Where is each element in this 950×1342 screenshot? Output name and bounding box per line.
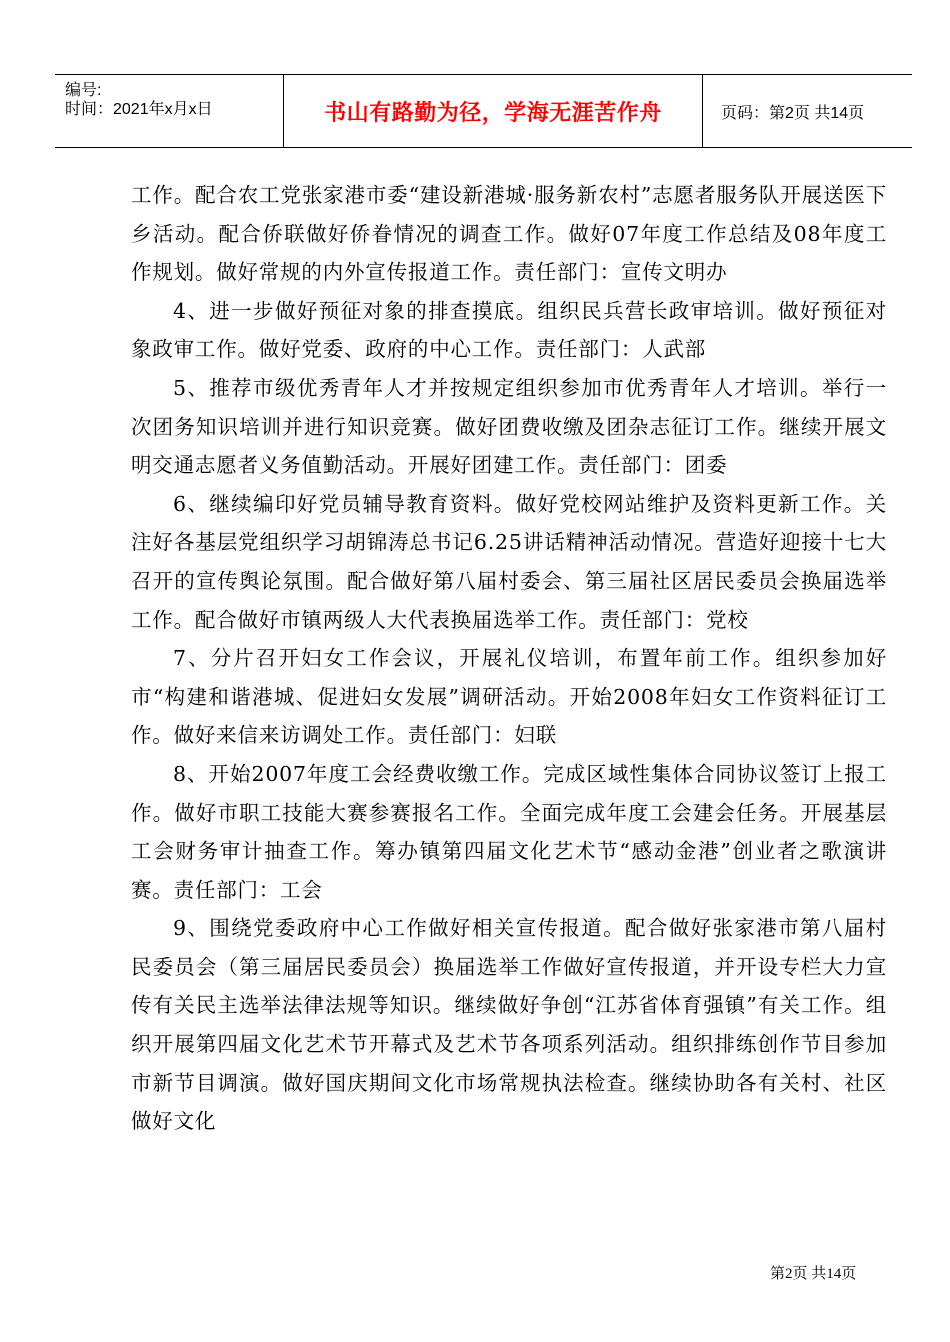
page-footer: 第2页 共14页 [770,1266,857,1282]
document-number-label: 编号: [65,82,102,99]
document-body [131,176,887,1141]
paragraph-item-6: 6、继续编印好党员辅导教育资料。做好党校网站维护及资料更新工作。关注好各基层党组织学习胡锦涛总书记6.25讲话精神活动情况。营造好迎接十七大召开的宣传舆论氛围。配合做好第八届村委会、第三届社区居民委员会换届选举工作。配合做好市镇两级人大代表换届选举工作。责任部门：党校 [131,491,887,632]
paragraph-item-8: 8、开始2007年度工会经费收缴工作。完成区域性集体合同协议签订上报工作。做好市职工技能大赛参赛报名工作。全面完成年度工会建会任务。开展基层工会财务审计抽查工作。筹办镇第四届文化艺术节“感动金港”创业者之歌演讲赛。责任部门：工会 [131,761,887,902]
paragraph-continued: 工作。配合农工党张家港市委“建设新港城·服务新农村”志愿者服务队开展送医下乡活动。配合侨联做好侨眷情况的调查工作。做好07年度工作总结及08年度工作规划。做好常规的内外宣传报道工作。责任部门：宣传文明办 [131,183,887,285]
header-meta [55,75,284,147]
header-motto: 书山有路勤为径，学海无涯苦作舟 [284,75,703,147]
paragraph-item-9: 9、围绕党委政府中心工作做好相关宣传报道。配合做好张家港市第八届村民委员会（第三届居民委员会）换届选举工作做好宣传报道，并开设专栏大力宣传有关民主选举法律法规等知识。继续做好争创“江苏省体育强镇”有关工作。组织开展第四届文化艺术节开幕式及艺术节各项系列活动。组织排练创作节目参加市新节目调演。做好国庆期间文化市场常规执法检查。继续协助各有关村、社区做好文化 [131,916,887,1134]
paragraph-item-4: 4、进一步做好预征对象的排查摸底。组织民兵营长政审培训。做好预征对象政审工作。做好党委、政府的中心工作。责任部门：人武部 [131,298,887,362]
header-page-info: 页码：第2页 共14页 [721,104,865,122]
page-header [55,74,912,148]
paragraph-item-5: 5、推荐市级优秀青年人才并按规定组织参加市优秀青年人才培训。举行一次团务知识培训并进行知识竞赛。做好团费收缴及团杂志征订工作。继续开展文明交通志愿者义务值勤活动。开展好团建工作。责任部门：团委 [131,375,887,478]
document-time-label: 时间：2021年x月x日 [65,101,213,118]
paragraph-item-7: 7、分片召开妇女工作会议，开展礼仪培训，布置年前工作。组织参加好市“构建和谐港城、促进妇女发展”调研活动。开始2008年妇女工作资料征订工作。做好来信来访调处工作。责任部门：妇联 [131,646,887,748]
